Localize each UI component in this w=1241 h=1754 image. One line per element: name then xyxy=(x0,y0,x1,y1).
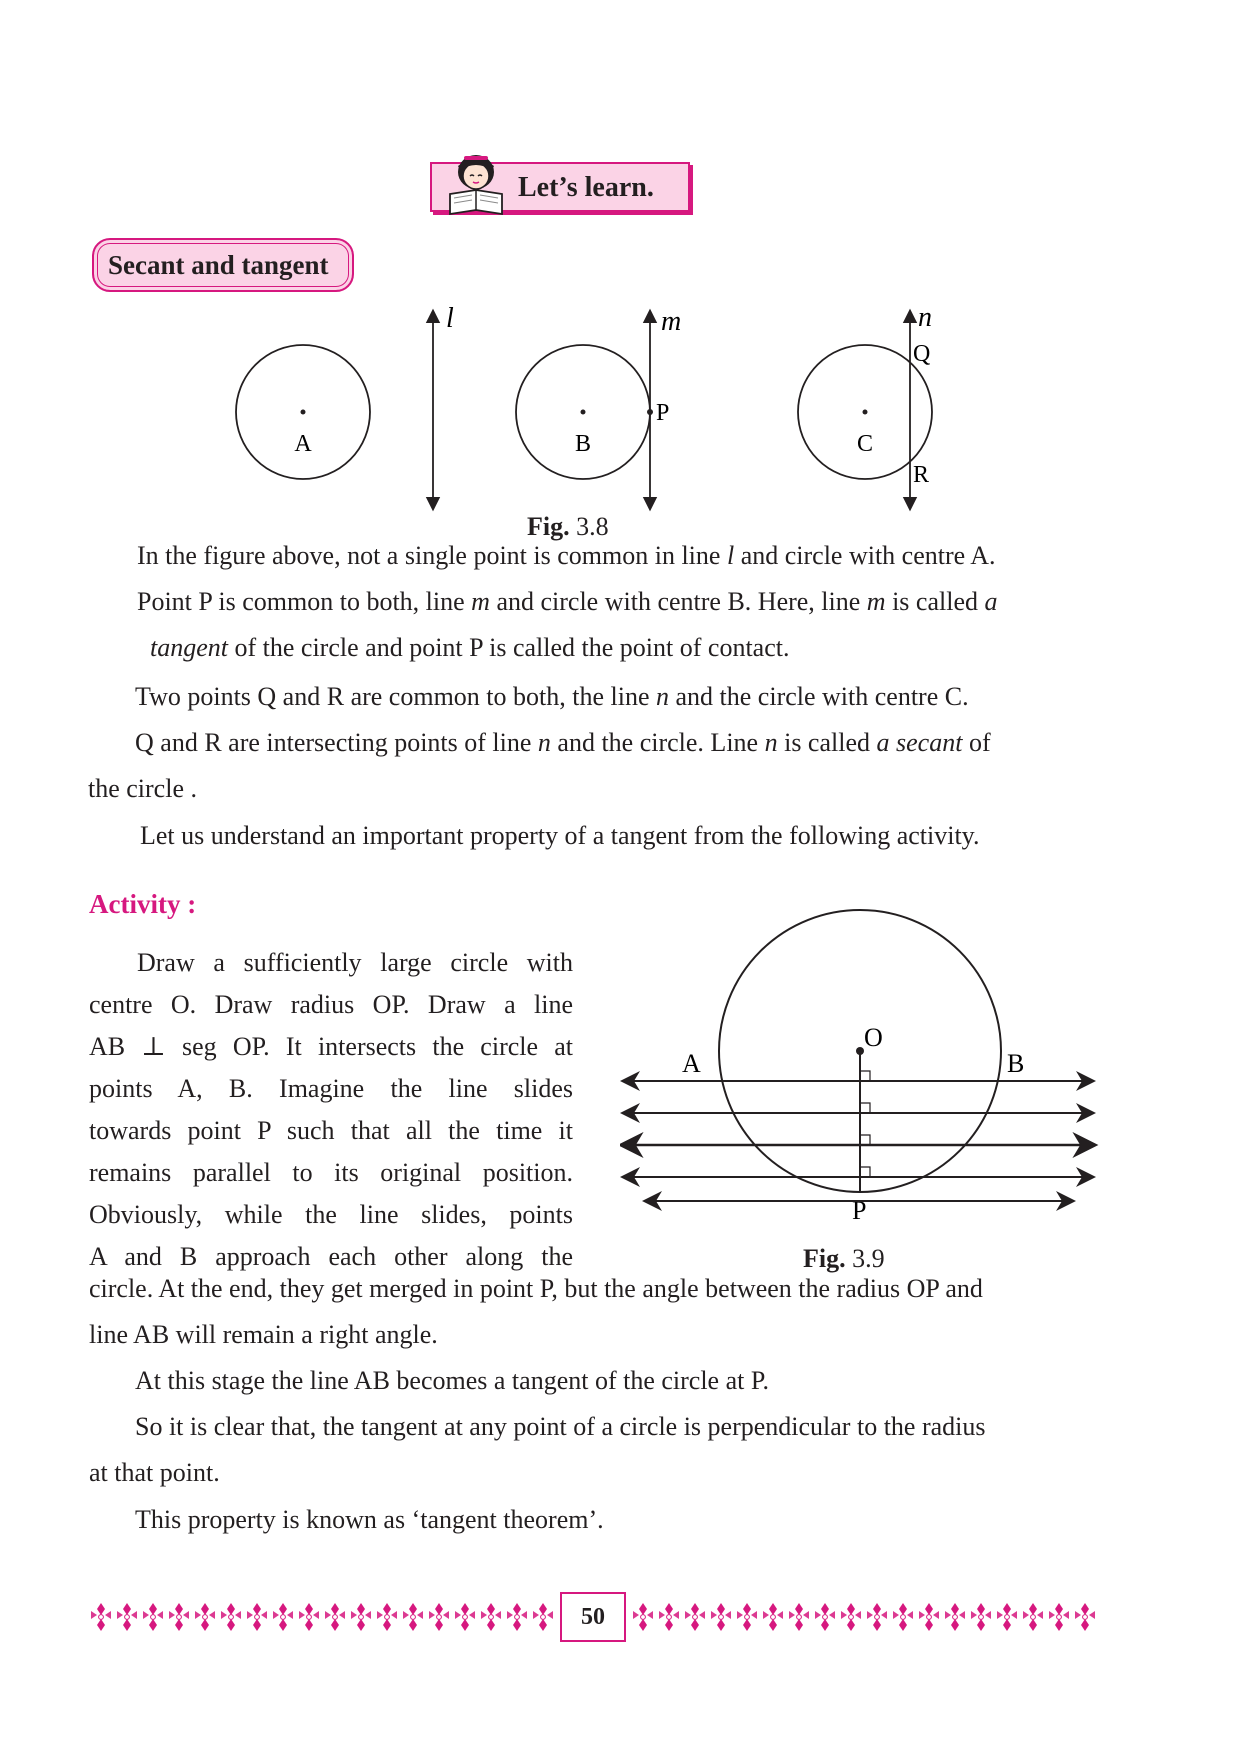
label-m: m xyxy=(661,306,682,337)
lets-learn-banner xyxy=(430,162,690,212)
right-angle-mark xyxy=(860,1071,870,1081)
label-n: n xyxy=(918,302,932,333)
p2-text-e: is called xyxy=(885,587,985,616)
centre-o-dot xyxy=(856,1047,864,1055)
girl-reading-book-icon xyxy=(444,150,508,216)
p5-var-n2: n xyxy=(764,728,778,757)
section-title: Secant and tangent xyxy=(108,250,329,280)
p3-tangent-italic: tangent xyxy=(150,633,228,662)
right-angle-mark xyxy=(860,1167,870,1177)
paragraph-1 xyxy=(137,533,996,579)
paragraph-activity-cont-6: This property is known as ‘tangent theorem’. xyxy=(135,1505,604,1534)
p3-text-b: of the circle and point P is called the point of contact. xyxy=(228,633,790,662)
paragraph-activity-cont-3: At this stage the line AB becomes a tangent of the circle at P. xyxy=(135,1366,769,1395)
paragraph-2 xyxy=(137,579,998,625)
lets-learn-label: Let’s learn. xyxy=(518,172,654,203)
paragraph-activity-cont-4: So it is clear that, the tangent at any point of a circle is perpendicular to the radius xyxy=(135,1412,986,1441)
floral-border-right xyxy=(630,1600,1098,1634)
p4-text-a: Two points Q and R are common to both, the line xyxy=(135,682,656,711)
figure-3-8 xyxy=(220,300,960,515)
p4-text-c: and the circle with centre C. xyxy=(669,682,969,711)
paragraph-3 xyxy=(150,625,789,671)
label-b: B xyxy=(574,431,592,457)
p2-var-m: m xyxy=(471,587,490,616)
right-angle-mark xyxy=(860,1103,870,1113)
p2-var-m2: m xyxy=(866,587,886,616)
p5-text-a: Q and R are intersecting points of line xyxy=(135,728,538,757)
paragraph-activity-cont-1: circle. At the end, they get merged in point P, but the angle between the radius OP and xyxy=(89,1274,983,1303)
p5-var-n: n xyxy=(537,728,551,757)
p1-text-c: and circle with centre A. xyxy=(734,541,996,570)
section-title-box xyxy=(92,238,354,292)
p5-text-e: is called xyxy=(777,728,877,757)
label-b-fig39: B xyxy=(1007,1049,1025,1078)
label-o: O xyxy=(864,1023,883,1052)
label-r: R xyxy=(913,462,930,488)
activity-line: AB ⊥ seg OP. It intersects the circle at xyxy=(89,1032,573,1061)
activity-line: towards point P such that all the time it xyxy=(89,1116,573,1145)
label-l: l xyxy=(446,303,454,334)
activity-line: remains parallel to its original position. xyxy=(89,1158,573,1187)
label-q: Q xyxy=(913,341,931,367)
paragraph-4 xyxy=(135,674,969,720)
right-angle-mark xyxy=(860,1135,870,1145)
label-p-fig39: P xyxy=(852,1196,867,1225)
paragraph-activity-cont-5: at that point. xyxy=(89,1458,220,1487)
p1-var-l: l xyxy=(726,541,735,570)
fig-3-9-caption-bold: Fig. xyxy=(803,1244,846,1273)
activity-heading: Activity : xyxy=(89,889,197,919)
paragraph-7: Let us understand an important property of a tangent from the following activity. xyxy=(140,821,980,850)
paragraph-activity-cont-2: line AB will remain a right angle. xyxy=(89,1320,438,1349)
activity-text-block xyxy=(89,942,573,1278)
activity-line: Obviously, while the line slides, points xyxy=(89,1200,573,1229)
floral-border-left xyxy=(88,1600,556,1634)
label-c: C xyxy=(856,431,874,457)
activity-line: centre O. Draw radius OP. Draw a line xyxy=(89,990,573,1019)
figure-3-9 xyxy=(620,905,1100,1235)
fig-3-8-caption-num: 3.8 xyxy=(576,512,609,541)
paragraph-5 xyxy=(135,720,991,766)
p5-secant-italic: a secant xyxy=(876,728,963,757)
activity-line: A and B approach each other along the xyxy=(89,1242,573,1271)
label-p: P xyxy=(656,400,670,426)
fig-3-9-caption-num: 3.9 xyxy=(852,1244,885,1273)
fig-3-8-caption-bold: Fig. xyxy=(527,512,570,541)
p2-text-c: and circle with centre B. Here, line xyxy=(489,587,867,616)
p5-text-c: and the circle. Line xyxy=(550,728,765,757)
label-a: A xyxy=(294,431,312,457)
page-number: 50 xyxy=(560,1592,626,1642)
centre-c-dot xyxy=(863,410,868,415)
activity-line: Draw a sufficiently large circle with xyxy=(137,948,573,977)
p5-text-g: of xyxy=(962,728,991,757)
p2-text-a-italic: a xyxy=(984,587,998,616)
p1-text-a: In the figure above, not a single point is common in line xyxy=(137,541,727,570)
centre-a-dot xyxy=(301,410,306,415)
centre-b-dot xyxy=(581,410,586,415)
activity-line: points A, B. Imagine the line slides xyxy=(89,1074,573,1103)
point-p-dot xyxy=(647,409,653,415)
label-a-fig39: A xyxy=(682,1049,701,1078)
paragraph-6: the circle . xyxy=(88,774,197,803)
p4-var-n: n xyxy=(656,682,669,711)
p2-text-a: Point P is common to both, line xyxy=(137,587,472,616)
